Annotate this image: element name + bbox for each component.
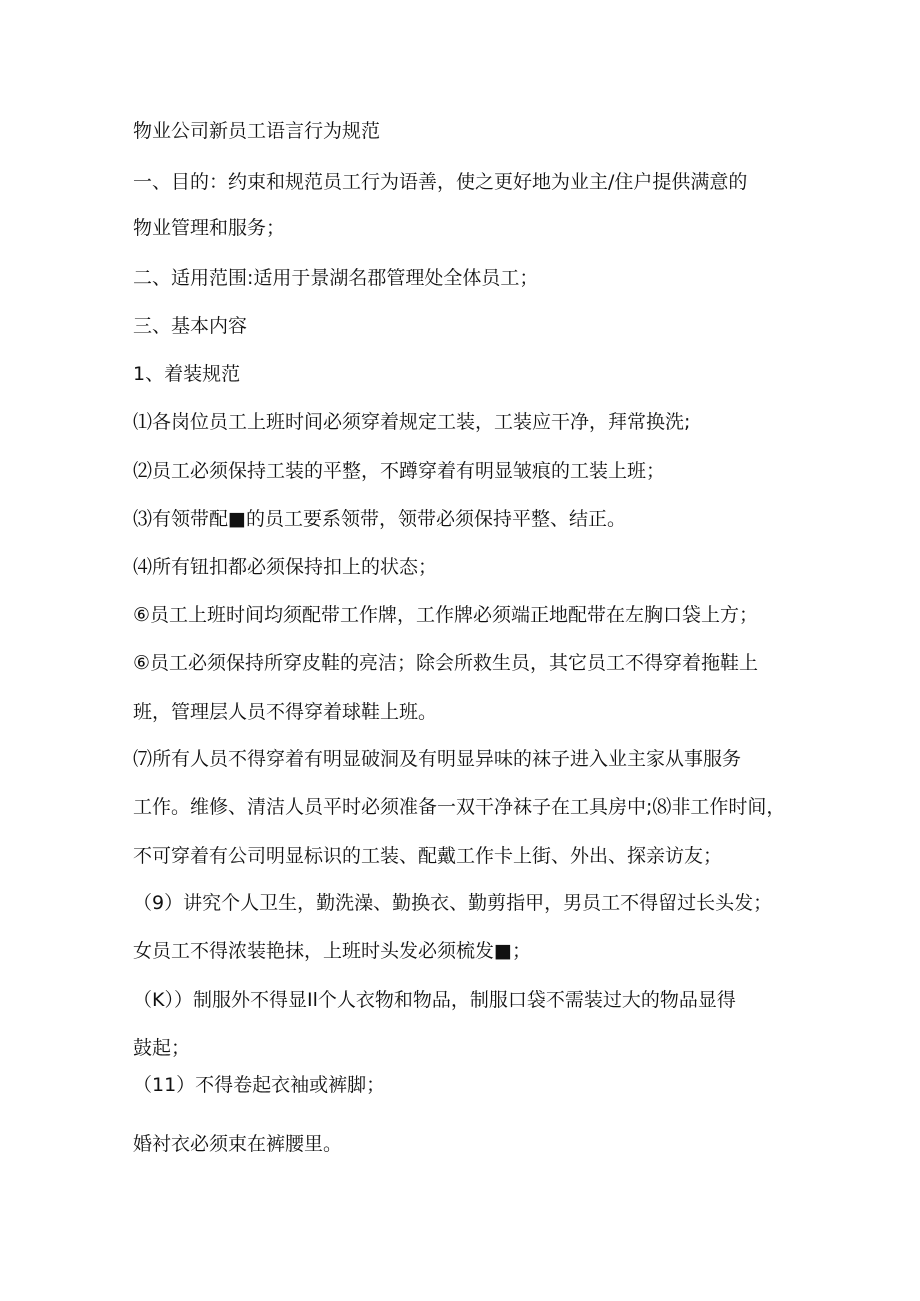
paragraph-line: 一、目的：约束和规范员工行为语善，使之更好地为业主/住户提供满意的 (133, 171, 748, 193)
paragraph-line: 鼓起； (133, 1037, 191, 1059)
subsection-heading: 1、着装规范 (133, 363, 241, 385)
paragraph-line: （11）不得卷起衣袖或裤脚； (133, 1074, 386, 1096)
paragraph-line: （K））制服外不得显Il个人衣物和物品，制服口袋不需装过大的物品显得 (133, 989, 736, 1011)
paragraph-line: 工作。维修、清洁人员平时必须准备一双干净袜子在工具房中;⑻非工作时间， (133, 796, 786, 818)
paragraph-line: ⑵员工必须保持工装的平整，不蹲穿着有明显皱痕的工装上班； (133, 460, 666, 482)
paragraph-line: ⑥员工必须保持所穿皮鞋的亮洁；除会所救生员，其它员工不得穿着拖鞋上 (133, 652, 759, 674)
paragraph-line: ⑺所有人员不得穿着有明显破洞及有明显异味的袜子进入业主家从事服务 (133, 748, 742, 770)
paragraph-line: 女员工不得浓装艳抹，上班时头发必须梳发■； (133, 940, 531, 962)
paragraph-line: ⑶有领带配■的员工要系领带，领带必须保持平整、结正。 (133, 508, 626, 530)
paragraph-line: 物业管理和服务； (133, 217, 286, 239)
paragraph-line: 班，管理层人员不得穿着球鞋上班。 (133, 701, 438, 723)
paragraph-line: 婚衬衣必须束在裤腰里。 (133, 1133, 343, 1155)
paragraph-line: ⑷所有钮扣都必须保持扣上的状态； (133, 556, 438, 578)
section-heading: 三、基本内容 (133, 315, 248, 337)
paragraph-line: 二、适用范围:适用于景湖名郡管理处全体员工； (133, 267, 539, 289)
document-title: 物业公司新员工语言行为规范 (133, 120, 381, 142)
paragraph-line: （9）讲究个人卫生，勤洗澡、勤换衣、勤剪指甲，男员工不得留过长头发； (133, 892, 773, 914)
paragraph-line: ⑴各岗位员工上班时间必须穿着规定工装，工装应干净，拜常换洗; (133, 411, 691, 433)
paragraph-line: 不可穿着有公司明显标识的工装、配戴工作卡上街、外出、探亲访友； (133, 845, 723, 867)
paragraph-line: ⑥员工上班时间均须配带工作牌，工作牌必须端正地配带在左胸口袋上方； (133, 604, 759, 626)
